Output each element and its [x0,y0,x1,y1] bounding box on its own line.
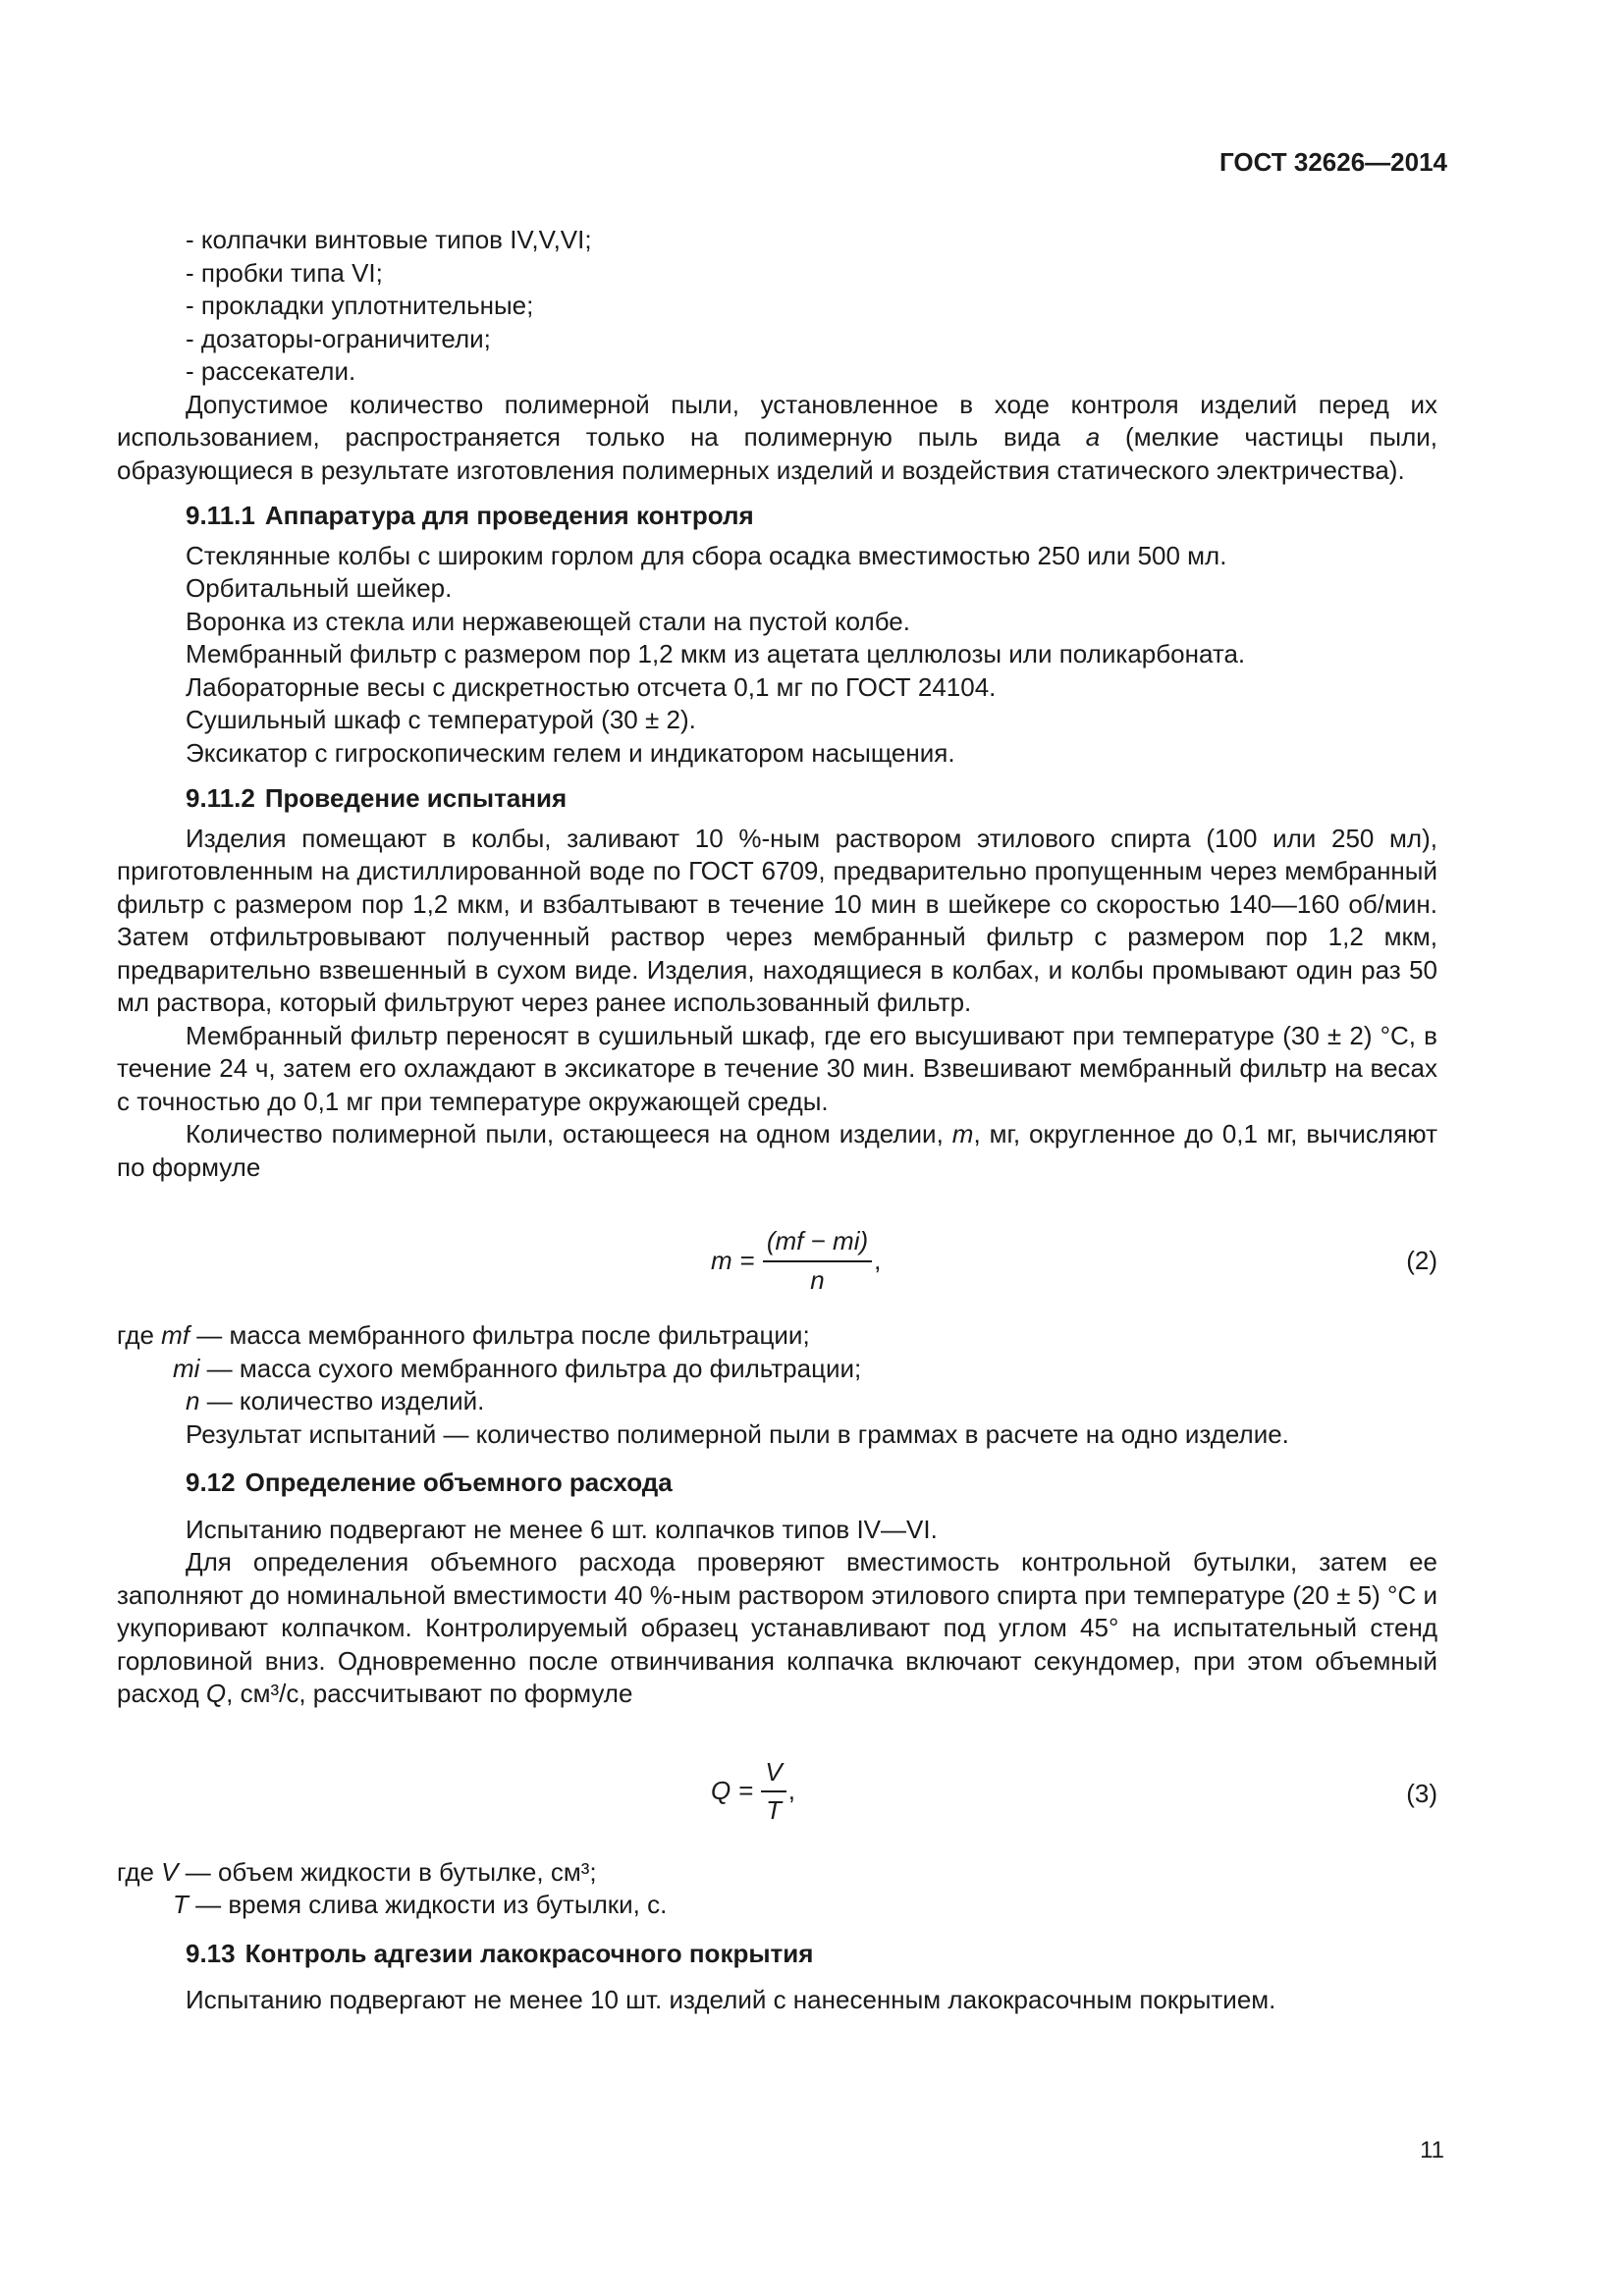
definition-line [117,1353,1437,1386]
section-title: Определение объемного расхода [244,1468,673,1497]
definition-prefix: где [117,1856,162,1887]
definition-variable: n [186,1386,200,1415]
definition-variable: mf [161,1320,190,1350]
definition-text: — масса мембранного фильтра после фильтрации; [189,1320,810,1350]
definition-variable: T [173,1890,189,1919]
definition-text: — масса сухого мембранного фильтра до фильтрации; [199,1353,862,1383]
calculation-paragraph [117,1118,1437,1184]
formula-lhs: Q [711,1776,731,1806]
list-item: - колпачки винтовые типов IV,V,VI; [186,225,592,254]
definition-line [117,1385,1437,1418]
definition-line [117,1319,1437,1353]
flow-sample-paragraph: Испытанию подвергают не менее 6 шт. колпачков типов IV—VI. [186,1514,938,1544]
list-item: - рассекатели. [186,356,356,386]
formula-3-definitions [117,1856,1437,1922]
formula-2-definitions [117,1319,1437,1418]
equipment-item: Лабораторные весы с дискретностью отсчета 0,1 мг по ГОСТ 24104. [186,671,997,702]
definition-variable: V [161,1856,179,1887]
calc-variable: m [951,1119,974,1148]
definition-variable: mi [173,1353,200,1383]
flow-procedure-paragraph [117,1546,1437,1711]
section-number: 9.11.1 [186,501,255,530]
intro-text-before: Допустимое количество полимерной пыли, установленное в ходе контроля изделий перед их использованием, распространяется только на полимерную пыль вида [117,389,1437,452]
test-procedure-paragraph: Изделия помещают в колбы, заливают 10 %-ным раствором этилового спирта (100 или 250 мл), приготовленным на дистиллированной воде по ГОСТ 6709, предварительно пропущенным через мембранный фильтр с размером пор 1,2 мкм, и взбалтывают в течение 10 мин в шейкере со скоростью 140—160 об/мин. Затем отфильтровывают полученный раствор через мембранный фильтр с размером пор 1,2 мкм, предварительно взвешенный в сухом виде. Изделия, находящиеся в колбах, и колбы промывают один раз 50 мл раствора, который фильтруют через ранее использованный фильтр. [117,823,1437,1017]
fraction [761,1756,785,1828]
flow-text-before: Для определения объемного расхода проверяют вместимость контрольной бутылки, затем ее заполняют до номинальной вместимости 40 %-ным раствором этилового спирта при температуре (20 ± 5) °С и укупоривают колпачком. Контролируемый образец устанавливают под углом 45° на испытательный стенд горловиной вниз. Одновременно после отвинчивания колпачка включают секундомер, при этом объемный расход [117,1547,1437,1708]
equipment-item: Стеклянные колбы с широким горлом для сбора осадка вместимостью 250 или 500 мл. [186,540,1227,570]
list-item: - пробки типа VI; [186,257,383,288]
adhesion-paragraph: Испытанию подвергают не менее 10 шт. изделий с нанесенным лакокрасочным покрытием. [186,1985,1276,2014]
section-title: Проведение испытания [264,783,568,813]
fraction-numerator: V [761,1756,785,1793]
equipment-item: Эксикатор с гигроскопическим гелем и индикатором насыщения. [186,737,955,768]
drying-paragraph: Мембранный фильтр переносят в сушильный шкаф, где его высушивают при температуре (30 ± 2) °С, в течение 24 ч, затем его охлаждают в эксикаторе в течение 30 мин. Взвешивают мембранный фильтр на весах с точностью до 0,1 мг при температуре окружающей среды. [117,1020,1437,1116]
page-content [117,224,1437,2017]
equipment-item: Сушильный шкаф с температурой (30 ± 2). [186,705,696,734]
equipment-item: Орбитальный шейкер. [186,573,453,603]
equals-sign: = [738,1776,754,1806]
equipment-item: Мембранный фильтр с размером пор 1,2 мкм из ацетата целлюлозы или поликарбоната. [186,639,1246,668]
section-title: Аппаратура для проведения контроля [264,501,754,530]
definition-text: — количество изделий. [199,1386,485,1415]
calc-text-before: Количество полимерной пыли, остающееся на одном изделии, [186,1119,952,1148]
calc-text-after: , мг, округленное до 0,1 мг, вычисляют по формуле [117,1119,1437,1182]
formula-number: (3) [1406,1778,1437,1808]
definition-line [117,1889,1437,1922]
fraction-denominator: T [766,1795,783,1825]
formula-comma: , [874,1245,882,1275]
result-line: Результат испытаний — количество полимерной пыли в граммах в расчете на одно изделие. [186,1418,1289,1449]
section-heading-9-11-2 [117,782,1437,816]
formula-3 [117,1746,1437,1841]
formula-expression [711,1756,795,1828]
section-heading-9-11-1 [117,500,1437,533]
definition-text: — объем жидкости в бутылке, см³; [178,1856,597,1887]
page-number: 11 [1420,2137,1444,2163]
formula-comma: , [787,1776,795,1806]
section-number: 9.13 [186,1938,236,1968]
intro-text-after: (мелкие частицы пыли, образующиеся в результате изготовления полимерных изделий и воздействия статического электричества). [117,422,1438,485]
section-number: 9.11.2 [186,783,255,813]
section-number: 9.12 [186,1468,236,1497]
definition-text: — время слива жидкости из бутылки, с. [188,1890,668,1919]
formula-expression [711,1225,881,1297]
section-heading-9-12 [117,1467,1437,1500]
formula-2 [117,1211,1437,1309]
standard-header: ГОСТ 32626—2014 [1219,147,1447,177]
intro-variable: а [1085,422,1101,452]
section-heading-9-13 [117,1938,1437,1971]
equipment-item: Воронка из стекла или нержавеющей стали на пустой колбе. [186,606,910,636]
intro-paragraph [117,389,1437,488]
fraction-numerator: (mf − mi) [763,1225,872,1262]
fraction [763,1225,872,1297]
fraction-denominator: n [810,1264,825,1295]
definition-line [117,1856,1437,1890]
formula-lhs: m [711,1245,732,1275]
formula-number: (2) [1406,1246,1437,1275]
equals-sign: = [739,1245,755,1275]
list-item: - дозаторы-ограничители; [186,323,491,353]
closure-types-list [117,224,1437,389]
flow-text-after: , см³/с, рассчитывают по формуле [226,1679,633,1708]
flow-variable: Q [205,1679,227,1708]
list-item: - прокладки уплотнительные; [186,291,534,320]
section-title: Контроль адгезии лакокрасочного покрытия [244,1938,814,1968]
definition-prefix: где [117,1320,162,1350]
